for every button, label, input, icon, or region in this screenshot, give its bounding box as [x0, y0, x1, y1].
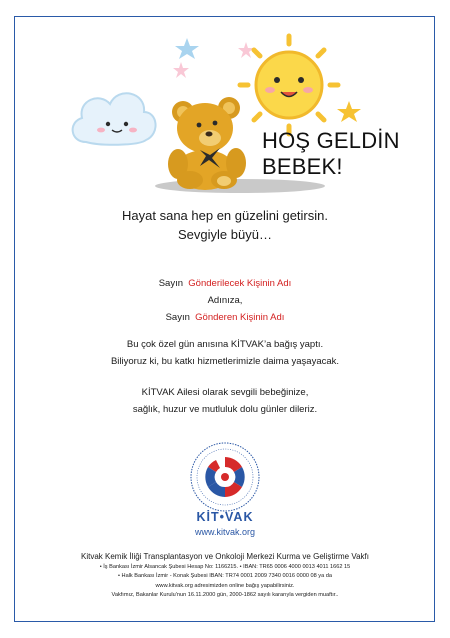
foundation-name: Kitvak Kemik İliği Transplantasyon ve Onkoloji Merkezi Kurma ve Geliştirme Vakfı: [81, 552, 369, 561]
cloud-icon: [73, 93, 156, 145]
kitvak-logo-emblem: [178, 440, 272, 514]
star-icon: [337, 101, 361, 122]
bank-line-1: • İş Bankası İzmir Alsancak Şubesi Hesap No: 1166215. • IBAN: TR65 0006 4000 0013 4011 1662 15: [99, 564, 351, 570]
bank-line-2: • Halk Bankası İzmir - Konak Şubesi IBAN: TR74 0001 2009 7340 0016 0000 08 ya da: [118, 573, 332, 580]
sun-icon: [240, 36, 338, 134]
greeting-line-2: Sevgiyle büyü…: [178, 227, 272, 242]
star-icon: [175, 38, 199, 59]
greeting: [0, 206, 450, 244]
recipient-line: [0, 275, 450, 292]
sender-line: [0, 309, 450, 326]
title-line-2: BEBEK!: [262, 154, 343, 179]
recipient-name-placeholder: Gönderilecek Kişinin Adı: [188, 278, 292, 289]
message-line-3: KİTVAK Ailesi olarak sevgili bebeğinize,: [141, 387, 309, 398]
teddy-bear-icon: [168, 97, 246, 190]
page-title: [262, 128, 442, 180]
wishes-message: [0, 384, 450, 418]
online-donation-line: www.kitvak.org adresimizden online bağış yapabilirsiniz.: [155, 582, 295, 589]
recipient-block: [0, 275, 450, 326]
kitvak-wordmark: KİT•VAK: [196, 510, 254, 524]
message-line-4: sağlık, huzur ve mutluluk dolu günler dileriz.: [132, 404, 318, 415]
greeting-line-1: Hayat sana hep en güzelini getirsin.: [122, 208, 328, 223]
message-line-1: Bu çok özel gün anısına KİTVAK’a bağış yaptı.: [126, 339, 324, 350]
star-icon: [173, 62, 189, 78]
donation-message: [0, 336, 450, 370]
title-line-1: HOŞ GELDİN: [262, 128, 400, 153]
website-link[interactable]: www.kitvak.org: [194, 527, 256, 537]
recipient-prefix: Sayın: [158, 278, 184, 289]
bank-details: [0, 563, 450, 600]
sender-prefix: Sayın: [165, 312, 190, 323]
on-behalf-line: Adınıza,: [207, 295, 243, 306]
sender-name-placeholder: Gönderen Kişinin Adı: [195, 312, 285, 323]
tax-exempt-line: Vakfımız, Bakanlar Kurulu'nun 16.11.2000 gün, 2000-1862 sayılı kararıyla vergiden muaftır..: [111, 591, 339, 598]
message-line-2: Biliyoruz ki, bu katkı hizmetlerimizle daima yaşayacak.: [110, 356, 340, 367]
